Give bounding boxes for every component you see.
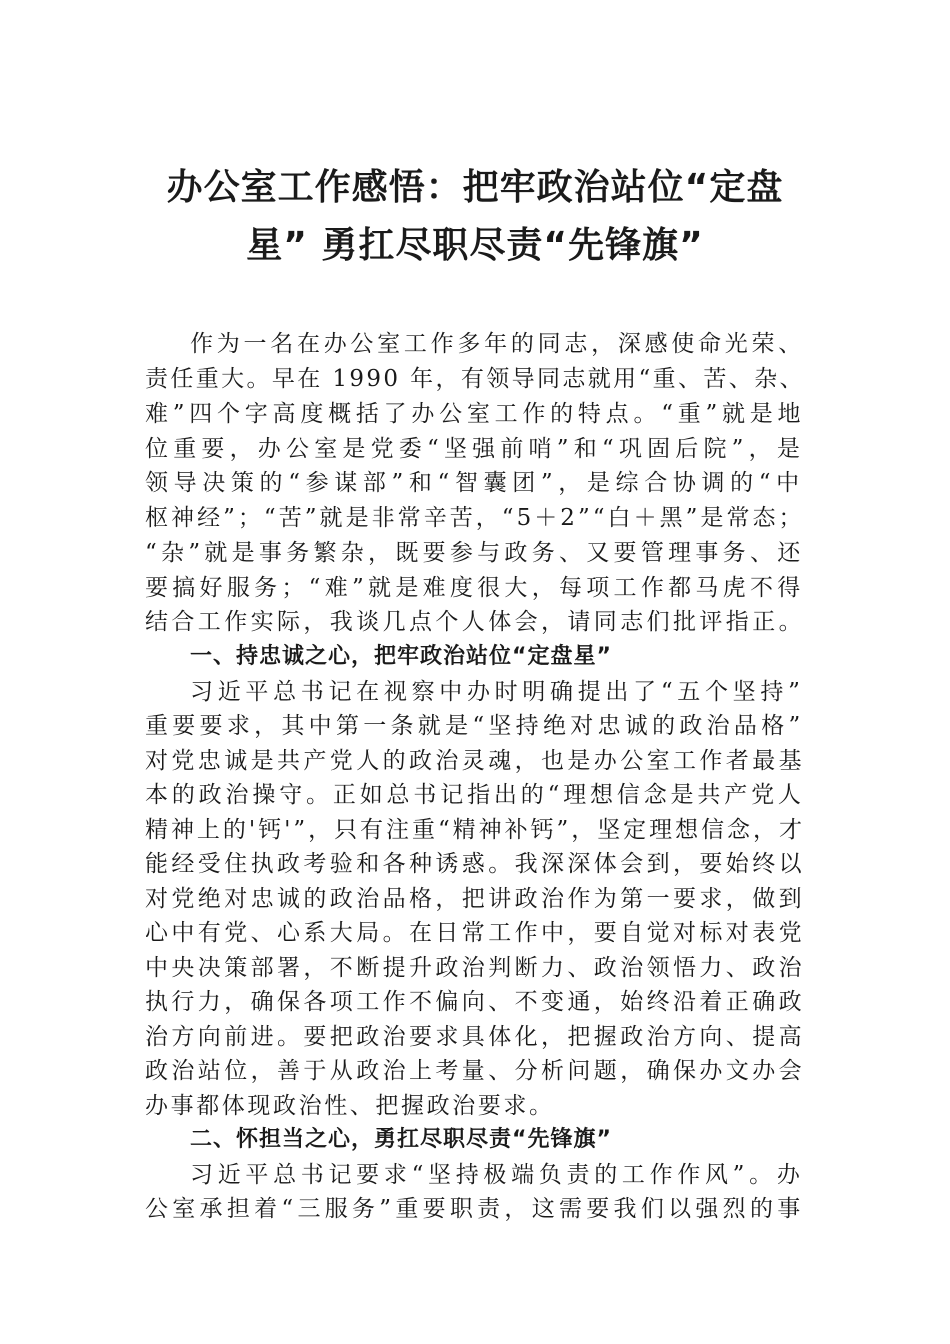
body-line: 精神上的'钙'”，只有注重“精神补钙”，坚定理想信念，才 <box>145 817 805 843</box>
body-line: 重要要求，其中第一条就是“坚持绝对忠诚的政治品格” <box>145 713 805 739</box>
body-line: “杂”就是事务繁杂，既要参与政务、又要管理事务、还 <box>145 540 805 566</box>
document-title-line-2: 星” 勇扛尽职尽责“先锋旗” <box>246 225 704 266</box>
body-line: 难”四个字高度概括了办公室工作的特点。“重”就是地 <box>145 401 806 427</box>
body-line: 中央决策部署，不断提升政治判断力、政治领悟力、政治 <box>145 955 805 981</box>
body-line: 执行力，确保各项工作不偏向、不变通，始终沿着正确政 <box>145 989 805 1015</box>
body-line: 习近平总书记要求“坚持极端负责的工作作风”。办 <box>190 1162 805 1188</box>
section-heading-1: 一、持忠诚之心，把牢政治站位“定盘星” <box>190 644 612 669</box>
body-line: 心中有党、心系大局。在日常工作中，要自觉对标对表党 <box>145 920 805 946</box>
body-line: 政治站位，善于从政治上考量、分析问题，确保办文办会 <box>145 1058 805 1084</box>
body-line: 要搞好服务；“难”就是难度很大，每项工作都马虎不得 <box>145 575 805 601</box>
body-line: 习近平总书记在视察中办时明确提出了“五个坚持” <box>190 679 805 705</box>
body-line: 枢神经”；“苦”就是非常辛苦，“5＋2”“白＋黑”是常态； <box>145 505 805 531</box>
body-line: 公室承担着“三服务”重要职责，这需要我们以强烈的事 <box>145 1196 805 1222</box>
body-line: 对党忠诚是共产党人的政治灵魂，也是办公室工作者最基 <box>145 748 805 774</box>
body-line: 作为一名在办公室工作多年的同志，深感使命光荣、 <box>190 331 805 357</box>
document-title-line-1: 办公室工作感悟：把牢政治站位“定盘 <box>166 167 784 208</box>
body-line: 对党绝对忠诚的政治品格，把讲政治作为第一要求，做到 <box>145 886 805 912</box>
body-line: 位重要，办公室是党委“坚强前哨”和“巩固后院”，是 <box>145 436 806 462</box>
body-line: 责任重大。早在 1990 年，有领导同志就用“重、苦、杂、 <box>145 366 805 392</box>
body-line: 办事都体现政治性、把握政治要求。 <box>145 1093 555 1119</box>
body-line: 领导决策的“参谋部”和“智囊团”，是综合协调的“中 <box>145 470 805 496</box>
body-line: 本的政治操守。正如总书记指出的“理想信念是共产党人 <box>145 782 805 808</box>
body-line: 能经受住执政考验和各种诱惑。我深深体会到，要始终以 <box>145 851 805 877</box>
body-line: 结合工作实际，我谈几点个人体会，请同志们批评指正。 <box>145 609 805 635</box>
body-line: 治方向前进。要把政治要求具体化，把握政治方向、提高 <box>145 1024 805 1050</box>
section-heading-2: 二、怀担当之心，勇扛尽职尽责“先锋旗” <box>190 1127 612 1152</box>
